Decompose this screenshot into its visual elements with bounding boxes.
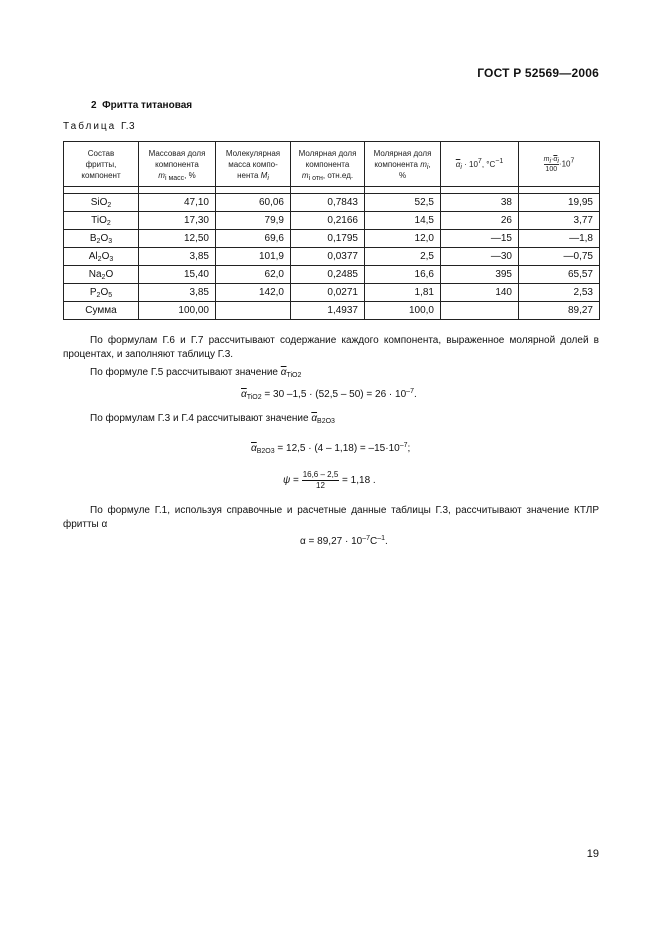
cell-molar-fraction-pct: 1,81	[365, 284, 441, 302]
cell-product: 65,57	[519, 266, 600, 284]
paragraph-alpha-tio2: По формуле Г.5 рассчитывают значение $\overline{\alpha}_{TiO2}$	[90, 367, 302, 379]
table-row	[64, 248, 600, 266]
header-alpha: $\overline{\alpha}_i \cdot 10^7$, $^\circ C^{-1}$	[441, 142, 519, 187]
table-row	[64, 212, 600, 230]
cell-mass-fraction: 12,50	[139, 230, 216, 248]
cell-molecular-mass: 79,9	[216, 212, 291, 230]
cell-molar-fraction-rel: 0,2166	[291, 212, 365, 230]
page-number: 19	[586, 848, 599, 860]
table-row	[64, 284, 600, 302]
cell-molar-fraction-pct: 12,0	[365, 230, 441, 248]
table-caption-number: Г.3	[121, 121, 136, 132]
cell-molecular-mass: 60,06	[216, 194, 291, 212]
header-product: $\frac{m_i\cdot\overline{\alpha}_i}{100}$ $\cdot 10^7$	[519, 142, 600, 187]
cell-molar-fraction-pct: 2,5	[365, 248, 441, 266]
header-molecular-mass: Молекулярная масса компо- нента $M_i$	[216, 142, 291, 187]
cell-molar-fraction-pct: 14,5	[365, 212, 441, 230]
cell-product: 3,77	[519, 212, 600, 230]
formula-psi: ψ = $\frac{16,6 - 2,5}{12}$ = 1,18 .	[283, 470, 376, 490]
header-molar-fraction-pct: Молярная доля компонента $m_i$, %	[365, 142, 441, 187]
cell-alpha: 395	[441, 266, 519, 284]
cell-formula: $P_2O_5$	[64, 284, 139, 302]
cell-total-label: Сумма	[64, 302, 139, 320]
table-header-row	[64, 142, 600, 187]
cell-formula: $B_2O_3$	[64, 230, 139, 248]
cell-product: —1,8	[519, 230, 600, 248]
cell-mass-fraction: 3,85	[139, 284, 216, 302]
cell-mass-fraction: 3,85	[139, 248, 216, 266]
formula-alpha-tio2: $\overline{\alpha}_{TiO2} = 30$ $-1,5 \cdot (52,5 - 50) = 26 \cdot 10^{-7}$.	[241, 388, 417, 401]
cell-formula: TiO$_2$	[64, 212, 139, 230]
table-row	[64, 230, 600, 248]
cell-alpha: —30	[441, 248, 519, 266]
table-spacer-row	[64, 187, 600, 194]
header-composition: Состав фритты, компонент	[64, 142, 139, 187]
header-molar-fraction-rel: Молярная доля компонента $m_{i отн}$, отн.ед.	[291, 142, 365, 187]
cell-alpha: 26	[441, 212, 519, 230]
cell-product: —0,75	[519, 248, 600, 266]
cell-molar-fraction-rel: 1,4937	[291, 302, 365, 320]
section-number: 2	[91, 100, 97, 111]
cell-mass-fraction: 15,40	[139, 266, 216, 284]
data-table	[63, 141, 600, 320]
table-caption-word: Таблица	[63, 121, 117, 132]
cell-alpha: —15	[441, 230, 519, 248]
formula-alpha-result: $\alpha = 89,27 \cdot 10^{-7}C^{-1}$.	[300, 535, 388, 547]
cell-molar-fraction-rel: 0,2485	[291, 266, 365, 284]
cell-molar-fraction-rel: 0,0377	[291, 248, 365, 266]
section-title-text: Фритта титановая	[102, 100, 193, 111]
cell-mass-fraction: 47,10	[139, 194, 216, 212]
cell-alpha: 140	[441, 284, 519, 302]
header-mass-fraction: Массовая доля компонента $m_{i масс}$, %	[139, 142, 216, 187]
psi-fraction: $\frac{16,6 - 2,5}{12}$	[302, 470, 339, 490]
cell-formula: SiO$_2$	[64, 194, 139, 212]
cell-molar-fraction-pct: 100,0	[365, 302, 441, 320]
cell-product: 2,53	[519, 284, 600, 302]
cell-molecular-mass: 69,6	[216, 230, 291, 248]
cell-formula: $Na_2O$	[64, 266, 139, 284]
section-title	[91, 100, 192, 111]
cell-molecular-mass: 101,9	[216, 248, 291, 266]
cell-formula: $Al_2O_3$	[64, 248, 139, 266]
paragraph-alpha-b2o3: По формулам Г.3 и Г.4 рассчитывают значение $\overline{\alpha}_{B2O3}$	[90, 413, 335, 425]
paragraph-ktlr: По формуле Г.1, используя справочные и расчетные данные таблицы Г.3, рассчитывают значение КТЛР фритты α	[63, 505, 599, 530]
cell-molar-fraction-rel: 0,7843	[291, 194, 365, 212]
paragraph-table-fill: По формулам Г.6 и Г.7 рассчитывают содержание каждого компонента, выраженное молярной долей в процентах, и заполняют таблицу Г.3.	[63, 335, 599, 360]
cell-molar-fraction-rel: 0,1795	[291, 230, 365, 248]
cell-alpha	[441, 302, 519, 320]
table-total-row	[64, 302, 600, 320]
table-row	[64, 194, 600, 212]
document-code: ГОСТ Р 52569—2006	[477, 66, 599, 80]
cell-mass-fraction: 100,00	[139, 302, 216, 320]
table-row	[64, 266, 600, 284]
cell-molecular-mass: 62,0	[216, 266, 291, 284]
cell-molar-fraction-rel: 0,0271	[291, 284, 365, 302]
cell-product: 89,27	[519, 302, 600, 320]
cell-alpha: 38	[441, 194, 519, 212]
formula-alpha-b2o3: $\overline{\alpha}_{B2O3} = 12,5 \cdot (4 - 1,18) = -15\cdot 10^{-7}$;	[251, 442, 411, 455]
table-caption	[63, 121, 135, 132]
cell-molar-fraction-pct: 52,5	[365, 194, 441, 212]
cell-product: 19,95	[519, 194, 600, 212]
cell-molecular-mass: 142,0	[216, 284, 291, 302]
cell-molar-fraction-pct: 16,6	[365, 266, 441, 284]
header-product-fraction: $\frac{m_i\cdot\overline{\alpha}_i}{100}$	[543, 155, 559, 173]
cell-mass-fraction: 17,30	[139, 212, 216, 230]
cell-molecular-mass	[216, 302, 291, 320]
